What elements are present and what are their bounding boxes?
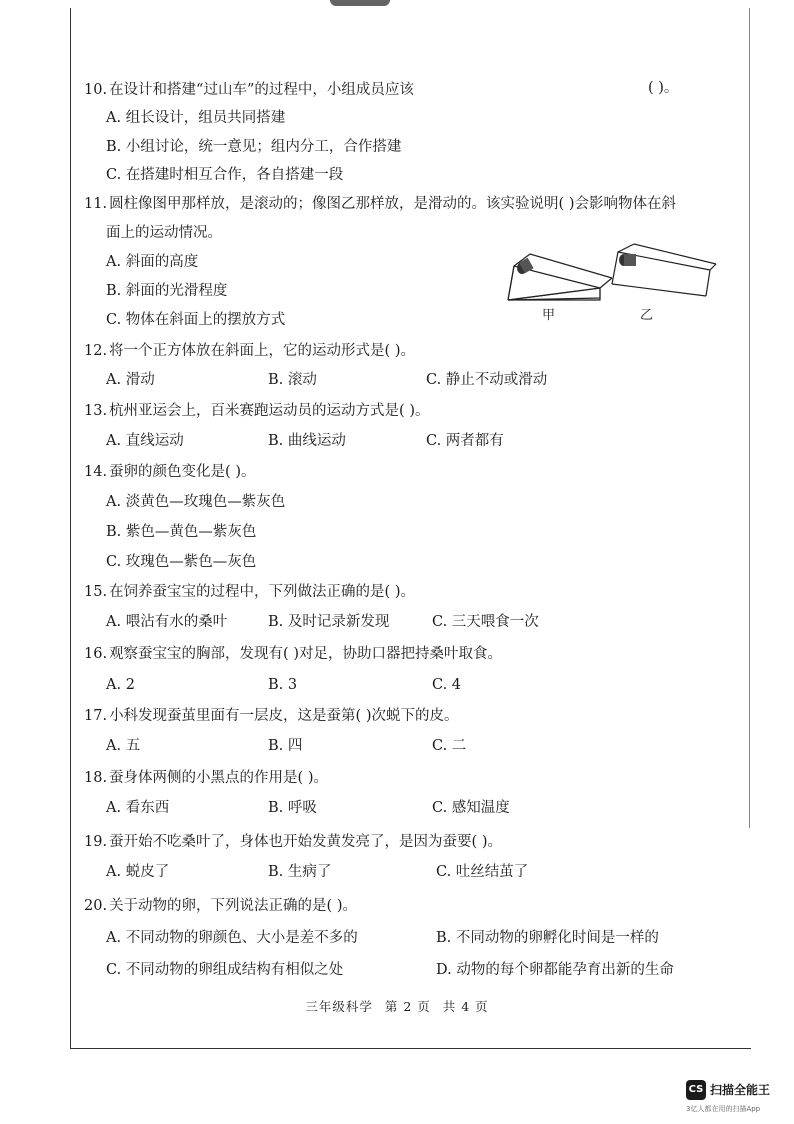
question-stem: 关于动物的卵，下列说法正确的是( )。 bbox=[109, 898, 357, 914]
question-stem: 观察蚕宝宝的胸部，发现有( )对足，协助口器把持桑叶取食。 bbox=[109, 646, 502, 662]
question-number: 17. bbox=[84, 708, 108, 724]
option-b: B. 滚动 bbox=[268, 372, 317, 388]
option-b: B. 紫色—黄色—紫灰色 bbox=[106, 524, 257, 540]
camscanner-logo-icon: CS bbox=[686, 1080, 706, 1100]
option-a: A. 看东西 bbox=[106, 800, 170, 816]
question-19 bbox=[84, 832, 502, 852]
question-stem: 小科发现蚕茧里面有一层皮，这是蚕第( )次蜕下的皮。 bbox=[109, 708, 459, 724]
question-14 bbox=[84, 462, 256, 482]
option-b: B. 曲线运动 bbox=[268, 433, 346, 449]
option-b: B. 生病了 bbox=[268, 864, 332, 880]
option-d: D. 动物的每个卵都能孕育出新的生命 bbox=[436, 962, 674, 978]
question-number: 20. bbox=[84, 898, 108, 914]
footer-subject: 三年级科学 bbox=[305, 999, 373, 1014]
option-b: B. 不同动物的卵孵化时间是一样的 bbox=[436, 930, 659, 946]
question-number: 10. bbox=[84, 82, 108, 98]
option-b: B. 斜面的光滑程度 bbox=[106, 283, 228, 299]
answer-paren: ( )。 bbox=[648, 80, 679, 96]
option-c: C. 三天喂食一次 bbox=[432, 614, 539, 630]
question-20 bbox=[84, 896, 357, 916]
option-c: C. 不同动物的卵组成结构有相似之处 bbox=[106, 962, 344, 978]
option-b: B. 小组讨论，统一意见；组内分工，合作搭建 bbox=[106, 139, 402, 155]
question-stem: 蚕开始不吃桑叶了，身体也开始发黄发亮了，是因为蚕要( )。 bbox=[109, 834, 502, 850]
option-a: A. 不同动物的卵颜色、大小是差不多的 bbox=[106, 930, 358, 946]
figure-label-jia: 甲 bbox=[542, 308, 556, 323]
option-b: B. 四 bbox=[268, 738, 303, 754]
figure-label-yi: 乙 bbox=[640, 308, 654, 323]
option-a: A. 五 bbox=[106, 738, 141, 754]
question-18 bbox=[84, 768, 328, 788]
option-c: C. 物体在斜面上的摆放方式 bbox=[106, 312, 286, 328]
option-a: A. 2 bbox=[106, 677, 135, 693]
question-number: 11. bbox=[84, 196, 108, 212]
incline-yi bbox=[612, 244, 716, 296]
question-stem: 在设计和搭建“过山车”的过程中，小组成员应该 bbox=[109, 82, 414, 98]
option-a: A. 滑动 bbox=[106, 372, 155, 388]
option-a: A. 直线运动 bbox=[106, 433, 184, 449]
question-16 bbox=[84, 644, 502, 664]
footer-page: 第 2 页 bbox=[384, 999, 431, 1014]
question-stem: 杭州亚运会上，百米赛跑运动员的运动方式是( )。 bbox=[109, 403, 430, 419]
option-c: C. 吐丝结茧了 bbox=[436, 864, 529, 880]
question-number: 19. bbox=[84, 834, 108, 850]
incline-diagram bbox=[500, 240, 720, 320]
option-b: B. 3 bbox=[268, 677, 298, 693]
right-margin-rule bbox=[749, 8, 750, 828]
question-stem: 在饲养蚕宝宝的过程中，下列做法正确的是( )。 bbox=[109, 584, 415, 600]
option-c: C. 二 bbox=[432, 738, 467, 754]
question-number: 15. bbox=[84, 584, 108, 600]
scan-edge-mark bbox=[330, 0, 390, 6]
option-b: B. 及时记录新发现 bbox=[268, 614, 390, 630]
question-stem: 蚕卵的颜色变化是( )。 bbox=[109, 464, 256, 480]
question-number: 13. bbox=[84, 403, 108, 419]
question-15 bbox=[84, 582, 415, 602]
question-10 bbox=[84, 80, 414, 100]
watermark-title: 扫描全能王 bbox=[710, 1083, 771, 1097]
question-11 bbox=[84, 194, 676, 214]
question-stem-continued: 面上的运动情况。 bbox=[106, 225, 222, 241]
question-stem: 将一个正方体放在斜面上，它的运动形式是( )。 bbox=[109, 343, 415, 359]
option-a: A. 喂沾有水的桑叶 bbox=[106, 614, 228, 630]
option-c: C. 在搭建时相互合作，各自搭建一段 bbox=[106, 167, 344, 183]
option-a: A. 淡黄色—玫瑰色—紫灰色 bbox=[106, 494, 286, 510]
watermark-subtitle: 3亿人都在用的扫描App bbox=[686, 1105, 761, 1113]
question-number: 16. bbox=[84, 646, 108, 662]
question-stem: 蚕身体两侧的小黑点的作用是( )。 bbox=[109, 770, 328, 786]
option-c: C. 玫瑰色—紫色—灰色 bbox=[106, 554, 257, 570]
question-12 bbox=[84, 341, 415, 361]
incline-figure bbox=[500, 240, 720, 323]
incline-jia bbox=[508, 254, 612, 300]
option-c: C. 4 bbox=[432, 677, 462, 693]
scanner-watermark bbox=[686, 1080, 794, 1120]
option-c: C. 两者都有 bbox=[426, 433, 504, 449]
question-number: 18. bbox=[84, 770, 108, 786]
footer-total: 共 4 页 bbox=[442, 999, 489, 1014]
question-17 bbox=[84, 706, 458, 726]
page-footer bbox=[0, 997, 794, 1015]
option-c: C. 静止不动或滑动 bbox=[426, 372, 548, 388]
option-c: C. 感知温度 bbox=[432, 800, 510, 816]
question-number: 12. bbox=[84, 343, 108, 359]
option-a: A. 蜕皮了 bbox=[106, 864, 170, 880]
option-b: B. 呼吸 bbox=[268, 800, 317, 816]
option-a: A. 斜面的高度 bbox=[106, 254, 199, 270]
question-stem: 圆柱像图甲那样放，是滚动的；像图乙那样放，是滑动的。该实验说明( )会影响物体在斜 bbox=[109, 196, 676, 212]
question-13 bbox=[84, 401, 429, 421]
question-number: 14. bbox=[84, 464, 108, 480]
option-a: A. 组长设计，组员共同搭建 bbox=[106, 110, 286, 126]
